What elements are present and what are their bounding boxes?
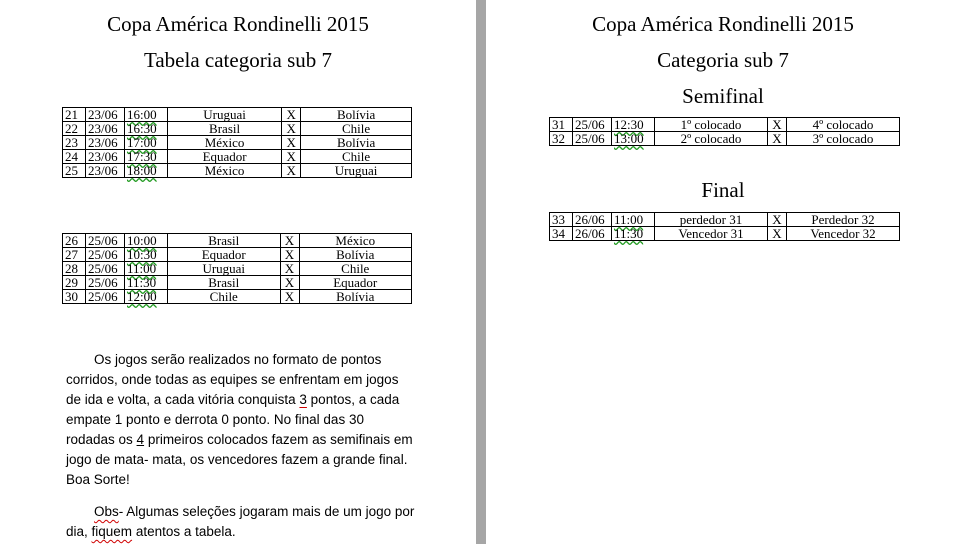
- semifinal-table-body: [550, 118, 900, 146]
- final-heading: Final: [701, 178, 745, 202]
- game-time: 17:30: [125, 150, 168, 164]
- game-time: 13:00: [612, 132, 655, 146]
- obs-paragraph: [66, 502, 416, 542]
- left-page-title: Copa América Rondinelli 2015: [107, 12, 369, 36]
- versus-mark: X: [280, 276, 299, 290]
- rules-line: jogo de mata- mata, os vencedores fazem a grande final.: [66, 452, 408, 467]
- game-time: 12:30: [612, 118, 655, 132]
- game-number: 26: [63, 234, 86, 248]
- game-row: [550, 227, 900, 241]
- away-team: México: [299, 234, 412, 248]
- game-time: 12:00: [125, 290, 168, 304]
- right-document-page: [486, 0, 960, 544]
- game-time: 11:30: [125, 276, 168, 290]
- game-time: 11:00: [125, 262, 168, 276]
- schedule-table-25-06: [62, 233, 412, 304]
- game-date: 23/06: [86, 122, 125, 136]
- game-row: [63, 276, 412, 290]
- final-table-body: [550, 213, 900, 241]
- game-date: 25/06: [86, 290, 125, 304]
- game-row: [63, 262, 412, 276]
- game-time: 16:00: [125, 108, 168, 122]
- game-row: [63, 164, 412, 178]
- game-date: 26/06: [573, 213, 612, 227]
- schedule-table-body: [63, 234, 412, 304]
- rules-text: rodadas os: [66, 432, 137, 447]
- game-time: 10:30: [125, 248, 168, 262]
- obs-line: [66, 502, 416, 522]
- page-divider: [476, 0, 486, 544]
- right-page-subtitle: Categoria sub 7: [657, 48, 789, 72]
- home-team: 2º colocado: [655, 132, 768, 146]
- away-team: Bolívia: [301, 136, 412, 150]
- game-number: 33: [550, 213, 573, 227]
- home-team: México: [168, 164, 282, 178]
- game-row: [63, 136, 412, 150]
- rules-text: pontos, a cada: [306, 392, 400, 407]
- game-time: 16:30: [125, 122, 168, 136]
- game-number: 21: [63, 108, 86, 122]
- rules-text: de ida e volta, a cada vitória conquista: [66, 392, 300, 407]
- game-number: 30: [63, 290, 86, 304]
- versus-mark: X: [768, 118, 787, 132]
- game-date: 23/06: [86, 150, 125, 164]
- rules-number-4: 4: [136, 432, 145, 447]
- game-number: 34: [550, 227, 573, 241]
- rules-paragraph: [66, 350, 416, 490]
- home-team: Brasil: [168, 276, 281, 290]
- away-team: Vencedor 32: [787, 227, 900, 241]
- game-time: 11:00: [612, 213, 655, 227]
- versus-mark: X: [282, 164, 301, 178]
- game-time: 18:00: [125, 164, 168, 178]
- away-team: 3º colocado: [787, 132, 900, 146]
- rules-text: primeiros colocados fazem as semifinais em: [144, 432, 413, 447]
- final-table: [549, 212, 900, 241]
- left-page-subtitle-text: Tabela categoria sub 7: [143, 48, 333, 72]
- home-team: 1º colocado: [655, 118, 768, 132]
- schedule-table-23-06: [62, 107, 412, 178]
- versus-mark: X: [768, 227, 787, 241]
- away-team: Equador: [299, 276, 412, 290]
- away-team: Bolívia: [299, 248, 412, 262]
- game-date: 26/06: [573, 227, 612, 241]
- game-row: [63, 108, 412, 122]
- game-date: 25/06: [86, 248, 125, 262]
- away-team: Chile: [301, 150, 412, 164]
- versus-mark: X: [282, 122, 301, 136]
- game-number: 28: [63, 262, 86, 276]
- away-team: Chile: [301, 122, 412, 136]
- game-date: 23/06: [86, 164, 125, 178]
- rules-text: Os jogos serão realizados no formato de pontos: [94, 352, 382, 367]
- home-team: Equador: [168, 248, 281, 262]
- versus-mark: X: [280, 234, 299, 248]
- game-number: 32: [550, 132, 573, 146]
- versus-mark: X: [282, 150, 301, 164]
- rules-number-3: 3: [299, 392, 307, 407]
- home-team: Vencedor 31: [655, 227, 768, 241]
- away-team: Chile: [299, 262, 412, 276]
- away-team: Perdedor 32: [787, 213, 900, 227]
- game-date: 25/06: [573, 118, 612, 132]
- rules-line: [66, 390, 416, 410]
- game-time: 10:00: [125, 234, 168, 248]
- game-number: 31: [550, 118, 573, 132]
- left-document-page: [0, 0, 476, 544]
- game-row: [550, 213, 900, 227]
- game-number: 23: [63, 136, 86, 150]
- game-number: 27: [63, 248, 86, 262]
- game-date: 25/06: [573, 132, 612, 146]
- obs-text: dia,: [66, 524, 92, 539]
- game-number: 22: [63, 122, 86, 136]
- game-date: 23/06: [86, 108, 125, 122]
- game-row: [63, 150, 412, 164]
- game-date: 25/06: [86, 262, 125, 276]
- home-team: México: [168, 136, 282, 150]
- game-row: [63, 248, 412, 262]
- away-team: Bolívia: [301, 108, 412, 122]
- obs-text: - Algumas seleções jogaram mais de um jogo por: [118, 504, 415, 519]
- home-team: Equador: [168, 150, 282, 164]
- home-team: Brasil: [168, 234, 281, 248]
- versus-mark: X: [768, 132, 787, 146]
- versus-mark: X: [280, 262, 299, 276]
- semifinal-table: [549, 117, 900, 146]
- game-number: 24: [63, 150, 86, 164]
- home-team: Brasil: [168, 122, 282, 136]
- game-row: [63, 234, 412, 248]
- game-date: 25/06: [86, 276, 125, 290]
- game-time: 11:30: [612, 227, 655, 241]
- left-page-subtitle: [0, 48, 476, 72]
- game-date: 23/06: [86, 136, 125, 150]
- home-team: Chile: [168, 290, 281, 304]
- game-row: [550, 132, 900, 146]
- rules-line: Boa Sorte!: [66, 472, 130, 487]
- game-row: [550, 118, 900, 132]
- away-team: 4º colocado: [787, 118, 900, 132]
- home-team: Uruguai: [168, 262, 281, 276]
- game-date: 25/06: [86, 234, 125, 248]
- game-row: [63, 122, 412, 136]
- away-team: Uruguai: [301, 164, 412, 178]
- rules-line: corridos, onde todas as equipes se enfrentam em jogos: [66, 372, 399, 387]
- versus-mark: X: [768, 213, 787, 227]
- game-number: 29: [63, 276, 86, 290]
- obs-word-fiquem: fiquem: [91, 524, 133, 539]
- versus-mark: X: [282, 136, 301, 150]
- schedule-table-body: [63, 108, 412, 178]
- game-number: 25: [63, 164, 86, 178]
- rules-line: [66, 430, 416, 450]
- versus-mark: X: [280, 248, 299, 262]
- rules-line: empate 1 ponto e derrota 0 ponto. No final das 30: [66, 412, 364, 427]
- home-team: perdedor 31: [655, 213, 768, 227]
- semifinal-heading: Semifinal: [682, 84, 764, 108]
- versus-mark: X: [280, 290, 299, 304]
- obs-line: [66, 522, 416, 542]
- game-row: [63, 290, 412, 304]
- obs-label: Obs: [94, 504, 119, 519]
- versus-mark: X: [282, 108, 301, 122]
- away-team: Bolívia: [299, 290, 412, 304]
- right-page-title: Copa América Rondinelli 2015: [592, 12, 854, 36]
- game-time: 17:00: [125, 136, 168, 150]
- home-team: Uruguai: [168, 108, 282, 122]
- rules-line: [66, 350, 416, 370]
- obs-text: atentos a tabela.: [132, 524, 236, 539]
